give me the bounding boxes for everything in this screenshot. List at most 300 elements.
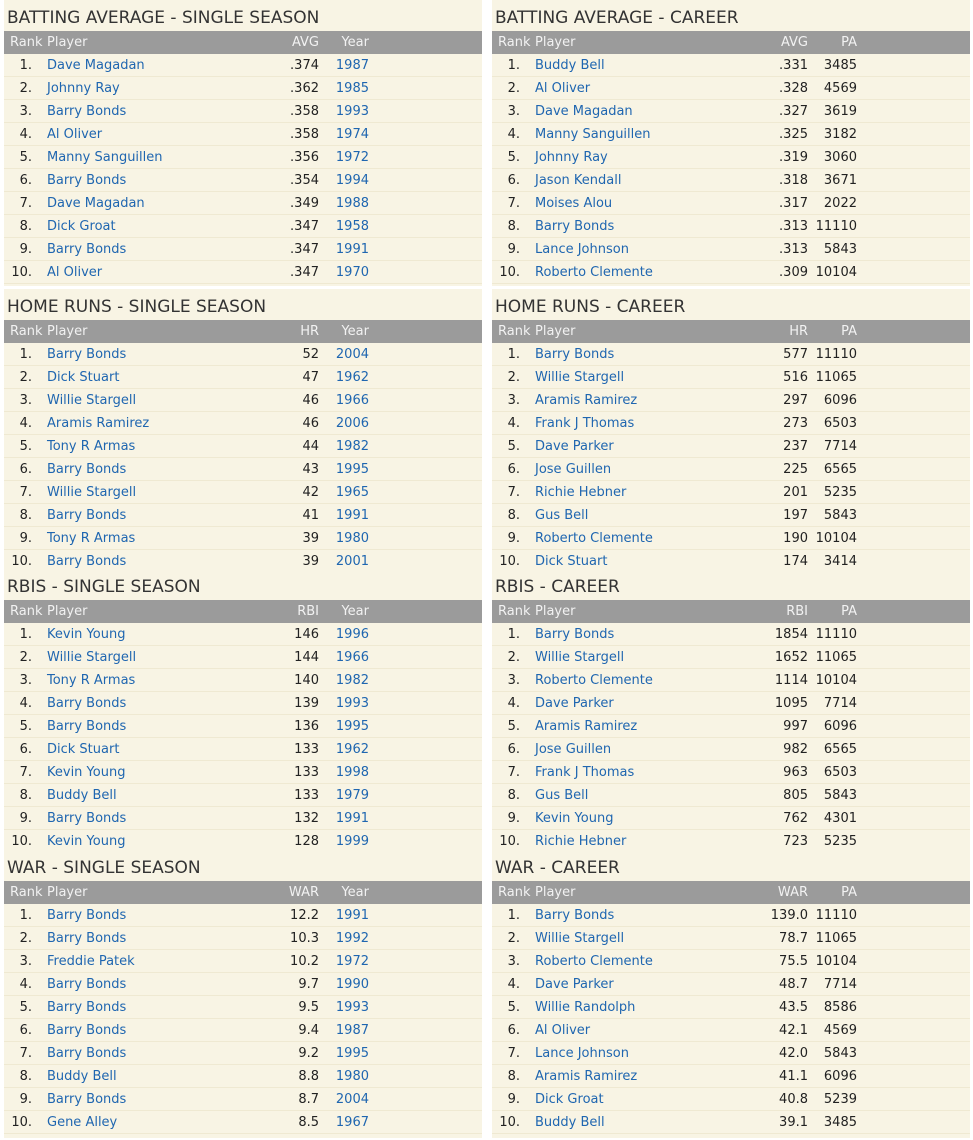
stat-cell: 39 xyxy=(302,531,319,546)
player-link[interactable]: Barry Bonds xyxy=(47,1046,127,1061)
player-link[interactable]: Kevin Young xyxy=(535,811,614,826)
stat-cell: 12.2 xyxy=(290,908,319,923)
player-link[interactable]: Johnny Ray xyxy=(535,150,608,165)
pa-cell: 4569 xyxy=(823,1023,857,1038)
stat-cell: 144 xyxy=(294,650,319,665)
table-row xyxy=(4,435,482,458)
year-link[interactable]: 1966 xyxy=(335,393,369,408)
year-link[interactable]: 1980 xyxy=(335,531,369,546)
stat-cell: 9.5 xyxy=(298,1000,319,1015)
year-link[interactable]: 1979 xyxy=(335,788,369,803)
player-link[interactable]: Roberto Clemente xyxy=(535,954,653,969)
stat-cell: 139.0 xyxy=(770,908,808,923)
player-link[interactable]: Richie Hebner xyxy=(535,834,627,849)
player-link[interactable]: Barry Bonds xyxy=(535,219,615,234)
player-link[interactable]: Roberto Clemente xyxy=(535,531,653,546)
table-header xyxy=(492,600,970,623)
player-link[interactable]: Gus Bell xyxy=(535,788,589,803)
stat-cell: 8.8 xyxy=(298,1069,319,1084)
player-link[interactable]: Kevin Young xyxy=(47,834,126,849)
pa-cell: 4301 xyxy=(823,811,857,826)
section-title: HOME RUNS - SINGLE SEASON xyxy=(7,297,267,317)
stat-cell: 1854 xyxy=(774,627,808,642)
player-link[interactable]: Tony R Armas xyxy=(47,531,136,546)
player-link[interactable]: Barry Bonds xyxy=(47,347,127,362)
player-link[interactable]: Dave Parker xyxy=(535,696,614,711)
rank-cell: 9. xyxy=(19,242,32,257)
stat-cell: 762 xyxy=(783,811,808,826)
player-link[interactable]: Barry Bonds xyxy=(535,908,615,923)
pa-cell: 8586 xyxy=(823,1000,857,1015)
table-row xyxy=(492,215,970,238)
player-link[interactable]: Gus Bell xyxy=(535,508,589,523)
table-row xyxy=(492,343,970,366)
table-row xyxy=(4,950,482,973)
rank-cell: 3. xyxy=(507,673,520,688)
stat-cell: .354 xyxy=(290,173,319,188)
table-row xyxy=(4,1088,482,1111)
pa-cell: 5235 xyxy=(823,485,857,500)
stat-cell: 225 xyxy=(783,462,808,477)
section-title: BATTING AVERAGE - SINGLE SEASON xyxy=(7,8,320,28)
table-row xyxy=(492,1019,970,1042)
player-link[interactable]: Aramis Ramirez xyxy=(535,393,638,408)
column-header-stat: HR xyxy=(789,324,808,339)
player-link[interactable]: Barry Bonds xyxy=(47,696,127,711)
rank-cell: 4. xyxy=(19,416,32,431)
rank-cell: 5. xyxy=(507,439,520,454)
table-row xyxy=(492,504,970,527)
pa-cell: 5239 xyxy=(823,1092,857,1107)
player-link[interactable]: Barry Bonds xyxy=(47,1023,127,1038)
stat-cell: 41 xyxy=(302,508,319,523)
rank-cell: 1. xyxy=(19,347,32,362)
stat-cell: 997 xyxy=(783,719,808,734)
player-link[interactable]: Buddy Bell xyxy=(47,1069,117,1084)
table-row xyxy=(4,646,482,669)
rank-cell: 8. xyxy=(507,219,520,234)
player-link[interactable]: Freddie Patek xyxy=(47,954,135,969)
stat-cell: .358 xyxy=(290,127,319,142)
pa-cell: 2022 xyxy=(823,196,857,211)
player-link[interactable]: Willie Randolph xyxy=(535,1000,636,1015)
stat-cell: .347 xyxy=(290,265,319,280)
pa-cell: 3414 xyxy=(823,554,857,569)
year-link[interactable]: 1962 xyxy=(335,370,369,385)
stat-cell: 78.7 xyxy=(779,931,808,946)
player-link[interactable]: Gene Alley xyxy=(47,1115,118,1130)
year-link[interactable]: 1966 xyxy=(335,650,369,665)
column-header-year: Year xyxy=(341,35,369,50)
table-header xyxy=(492,31,970,54)
stat-cell: 40.8 xyxy=(779,1092,808,1107)
year-link[interactable]: 1970 xyxy=(335,265,369,280)
rank-cell: 4. xyxy=(507,127,520,142)
pa-cell: 6565 xyxy=(823,742,857,757)
rank-cell: 3. xyxy=(507,954,520,969)
player-link[interactable]: Jose Guillen xyxy=(535,742,612,757)
rank-cell: 7. xyxy=(19,1046,32,1061)
table-header xyxy=(4,31,482,54)
table-row xyxy=(4,904,482,927)
rank-cell: 8. xyxy=(19,788,32,803)
rank-cell: 1. xyxy=(507,908,520,923)
stat-cell: 723 xyxy=(783,834,808,849)
table-row xyxy=(4,504,482,527)
player-link[interactable]: Dick Groat xyxy=(535,1092,604,1107)
player-link[interactable]: Al Oliver xyxy=(47,127,103,142)
year-link[interactable]: 1990 xyxy=(335,977,369,992)
rank-cell: 6. xyxy=(507,173,520,188)
year-link[interactable]: 2004 xyxy=(335,1092,369,1107)
rank-cell: 6. xyxy=(19,1023,32,1038)
stat-cell: 41.1 xyxy=(779,1069,808,1084)
year-link[interactable]: 1980 xyxy=(335,1069,369,1084)
column-header-player: Player xyxy=(47,604,88,619)
year-link[interactable]: 1982 xyxy=(335,439,369,454)
table-row xyxy=(4,169,482,192)
rank-cell: 4. xyxy=(507,416,520,431)
column-header-year: Year xyxy=(341,604,369,619)
year-link[interactable]: 1993 xyxy=(335,104,369,119)
player-link[interactable]: Barry Bonds xyxy=(47,462,127,477)
player-link[interactable]: Barry Bonds xyxy=(47,104,127,119)
year-link[interactable]: 1992 xyxy=(335,931,369,946)
player-link[interactable]: Al Oliver xyxy=(535,81,591,96)
player-link[interactable]: Barry Bonds xyxy=(47,1092,127,1107)
stat-cell: 10.3 xyxy=(290,931,319,946)
stat-cell: 133 xyxy=(294,788,319,803)
rank-cell: 1. xyxy=(19,908,32,923)
column-header-pa: PA xyxy=(841,324,857,339)
column-header-pa: PA xyxy=(841,604,857,619)
rank-cell: 7. xyxy=(507,196,520,211)
stat-cell: 1652 xyxy=(774,650,808,665)
player-link[interactable]: Lance Johnson xyxy=(535,1046,629,1061)
player-link[interactable]: Dick Groat xyxy=(47,219,116,234)
table-row xyxy=(4,1042,482,1065)
table-row xyxy=(492,784,970,807)
pa-cell: 6565 xyxy=(823,462,857,477)
rank-cell: 2. xyxy=(19,650,32,665)
pa-cell: 6096 xyxy=(823,1069,857,1084)
stat-cell: .347 xyxy=(290,219,319,234)
player-link[interactable]: Buddy Bell xyxy=(47,788,117,803)
player-link[interactable]: Buddy Bell xyxy=(535,58,605,73)
stat-cell: 42.1 xyxy=(779,1023,808,1038)
rank-cell: 3. xyxy=(507,104,520,119)
pa-cell: 6096 xyxy=(823,393,857,408)
stat-cell: .358 xyxy=(290,104,319,119)
table-header xyxy=(492,881,970,904)
table-row xyxy=(492,1088,970,1111)
rank-cell: 1. xyxy=(19,58,32,73)
stat-cell: 9.7 xyxy=(298,977,319,992)
player-link[interactable]: Dave Parker xyxy=(535,439,614,454)
player-link[interactable]: Richie Hebner xyxy=(535,485,627,500)
year-link[interactable]: 1991 xyxy=(335,908,369,923)
rank-cell: 2. xyxy=(19,370,32,385)
rank-cell: 10. xyxy=(11,554,32,569)
section-title: HOME RUNS - CAREER xyxy=(495,297,686,317)
stat-cell: 140 xyxy=(294,673,319,688)
stat-cell: 39.1 xyxy=(779,1115,808,1130)
player-link[interactable]: Barry Bonds xyxy=(47,173,127,188)
rank-cell: 4. xyxy=(19,127,32,142)
player-link[interactable]: Barry Bonds xyxy=(47,508,127,523)
section-title: WAR - CAREER xyxy=(495,858,620,878)
year-link[interactable]: 1991 xyxy=(335,242,369,257)
year-link[interactable]: 2006 xyxy=(335,416,369,431)
column-header-rank: Rank xyxy=(10,324,43,339)
player-link[interactable]: Al Oliver xyxy=(47,265,103,280)
year-link[interactable]: 1987 xyxy=(335,58,369,73)
table-row xyxy=(4,261,482,284)
rank-cell: 3. xyxy=(507,393,520,408)
player-link[interactable]: Buddy Bell xyxy=(535,1115,605,1130)
player-link[interactable]: Moises Alou xyxy=(535,196,613,211)
player-link[interactable]: Willie Stargell xyxy=(535,650,625,665)
pa-cell: 11065 xyxy=(815,650,857,665)
stat-cell: 197 xyxy=(783,508,808,523)
rank-cell: 9. xyxy=(19,1092,32,1107)
player-link[interactable]: Barry Bonds xyxy=(535,627,615,642)
stat-cell: .374 xyxy=(290,58,319,73)
table-header xyxy=(4,600,482,623)
table-row xyxy=(492,192,970,215)
player-link[interactable]: Willie Stargell xyxy=(535,931,625,946)
rank-cell: 2. xyxy=(507,81,520,96)
table-row xyxy=(492,807,970,830)
player-link[interactable]: Willie Stargell xyxy=(47,485,137,500)
table-row xyxy=(4,715,482,738)
column-header-stat: WAR xyxy=(777,885,808,900)
player-link[interactable]: Jason Kendall xyxy=(535,173,622,188)
pa-cell: 11110 xyxy=(815,908,857,923)
year-link[interactable]: 1996 xyxy=(335,627,369,642)
rank-cell: 10. xyxy=(11,265,32,280)
player-link[interactable]: Dick Stuart xyxy=(47,370,120,385)
stat-cell: 46 xyxy=(302,416,319,431)
table-row xyxy=(4,343,482,366)
pa-cell: 10104 xyxy=(815,673,857,688)
table-row xyxy=(4,527,482,550)
pa-cell: 6503 xyxy=(823,765,857,780)
player-link[interactable]: Jose Guillen xyxy=(535,462,612,477)
player-link[interactable]: Aramis Ramirez xyxy=(535,1069,638,1084)
player-link[interactable]: Aramis Ramirez xyxy=(535,719,638,734)
rank-cell: 7. xyxy=(507,765,520,780)
table-row xyxy=(4,100,482,123)
panel-rbis-season xyxy=(4,569,482,855)
pa-cell: 3485 xyxy=(823,1115,857,1130)
year-link[interactable]: 1995 xyxy=(335,719,369,734)
stat-cell: 136 xyxy=(294,719,319,734)
player-link[interactable]: Barry Bonds xyxy=(47,554,127,569)
column-header-player: Player xyxy=(47,35,88,50)
player-link[interactable]: Manny Sanguillen xyxy=(47,150,163,165)
player-link[interactable]: Barry Bonds xyxy=(47,811,127,826)
player-link[interactable]: Willie Stargell xyxy=(47,650,137,665)
table-row xyxy=(492,973,970,996)
stat-cell: .356 xyxy=(290,150,319,165)
player-link[interactable]: Tony R Armas xyxy=(47,673,136,688)
table-row xyxy=(4,1111,482,1134)
year-link[interactable]: 1985 xyxy=(335,81,369,96)
player-link[interactable]: Dick Stuart xyxy=(535,554,608,569)
column-header-year: Year xyxy=(341,324,369,339)
player-link[interactable]: Barry Bonds xyxy=(47,242,127,257)
stat-cell: .347 xyxy=(290,242,319,257)
rank-cell: 6. xyxy=(19,173,32,188)
year-link[interactable]: 1993 xyxy=(335,1000,369,1015)
year-link[interactable]: 1988 xyxy=(335,196,369,211)
table-row xyxy=(4,807,482,830)
player-link[interactable]: Barry Bonds xyxy=(535,347,615,362)
player-link[interactable]: Willie Stargell xyxy=(535,370,625,385)
player-link[interactable]: Al Oliver xyxy=(535,1023,591,1038)
player-link[interactable]: Roberto Clemente xyxy=(535,265,653,280)
player-link[interactable]: Barry Bonds xyxy=(47,908,127,923)
pa-cell: 10104 xyxy=(815,265,857,280)
player-link[interactable]: Johnny Ray xyxy=(47,81,120,96)
column-header-player: Player xyxy=(47,324,88,339)
stat-cell: .325 xyxy=(779,127,808,142)
stat-cell: 48.7 xyxy=(779,977,808,992)
pa-cell: 4569 xyxy=(823,81,857,96)
pa-cell: 11065 xyxy=(815,370,857,385)
stat-cell: 8.5 xyxy=(298,1115,319,1130)
year-link[interactable]: 1974 xyxy=(335,127,369,142)
year-link[interactable]: 1995 xyxy=(335,462,369,477)
player-link[interactable]: Dave Magadan xyxy=(47,58,145,73)
table-row xyxy=(492,904,970,927)
pa-cell: 3619 xyxy=(823,104,857,119)
stat-cell: 1114 xyxy=(774,673,808,688)
table-row xyxy=(4,389,482,412)
rank-cell: 7. xyxy=(507,485,520,500)
player-link[interactable]: Barry Bonds xyxy=(47,977,127,992)
table-row xyxy=(4,366,482,389)
year-link[interactable]: 2004 xyxy=(335,347,369,362)
year-link[interactable]: 1993 xyxy=(335,696,369,711)
table-row xyxy=(4,54,482,77)
stat-cell: 46 xyxy=(302,393,319,408)
table-row xyxy=(492,389,970,412)
year-link[interactable]: 1965 xyxy=(335,485,369,500)
table-row xyxy=(4,215,482,238)
pa-cell: 3671 xyxy=(823,173,857,188)
rank-cell: 2. xyxy=(19,81,32,96)
stat-cell: 982 xyxy=(783,742,808,757)
year-link[interactable]: 1994 xyxy=(335,173,369,188)
year-link[interactable]: 1995 xyxy=(335,1046,369,1061)
player-link[interactable]: Barry Bonds xyxy=(47,931,127,946)
player-link[interactable]: Aramis Ramirez xyxy=(47,416,150,431)
table-row xyxy=(492,458,970,481)
player-link[interactable]: Dave Magadan xyxy=(47,196,145,211)
stat-cell: 132 xyxy=(294,811,319,826)
panel-home-runs-career xyxy=(492,289,970,575)
year-link[interactable]: 1991 xyxy=(335,508,369,523)
year-link[interactable]: 1972 xyxy=(335,150,369,165)
rank-cell: 9. xyxy=(19,531,32,546)
rank-cell: 8. xyxy=(19,1069,32,1084)
table-row xyxy=(492,54,970,77)
stat-cell: .317 xyxy=(779,196,808,211)
pa-cell: 6503 xyxy=(823,416,857,431)
stat-cell: .309 xyxy=(779,265,808,280)
year-link[interactable]: 1958 xyxy=(335,219,369,234)
player-link[interactable]: Barry Bonds xyxy=(47,1000,127,1015)
column-header-stat: HR xyxy=(300,324,319,339)
player-link[interactable]: Kevin Young xyxy=(47,627,126,642)
year-link[interactable]: 1972 xyxy=(335,954,369,969)
table-row xyxy=(4,412,482,435)
player-link[interactable]: Lance Johnson xyxy=(535,242,629,257)
pa-cell: 7714 xyxy=(823,977,857,992)
player-link[interactable]: Frank J Thomas xyxy=(535,765,635,780)
year-link[interactable]: 1967 xyxy=(335,1115,369,1130)
player-link[interactable]: Willie Stargell xyxy=(47,393,137,408)
year-link[interactable]: 1987 xyxy=(335,1023,369,1038)
panel-home-runs-season xyxy=(4,289,482,575)
year-link[interactable]: 1991 xyxy=(335,811,369,826)
table-header xyxy=(4,881,482,904)
player-link[interactable]: Dave Parker xyxy=(535,977,614,992)
rank-cell: 10. xyxy=(11,1115,32,1130)
section-title: BATTING AVERAGE - CAREER xyxy=(495,8,739,28)
stat-cell: 139 xyxy=(294,696,319,711)
column-header-stat: RBI xyxy=(786,604,808,619)
rank-cell: 7. xyxy=(507,1046,520,1061)
table-row xyxy=(492,435,970,458)
table-row xyxy=(4,996,482,1019)
table-row xyxy=(492,738,970,761)
year-link[interactable]: 1998 xyxy=(335,765,369,780)
stat-cell: 805 xyxy=(783,788,808,803)
rank-cell: 5. xyxy=(19,439,32,454)
player-link[interactable]: Frank J Thomas xyxy=(535,416,635,431)
rank-cell: 2. xyxy=(19,931,32,946)
pa-cell: 5843 xyxy=(823,242,857,257)
rank-cell: 3. xyxy=(19,954,32,969)
player-link[interactable]: Tony R Armas xyxy=(47,439,136,454)
rank-cell: 4. xyxy=(19,696,32,711)
year-link[interactable]: 1999 xyxy=(335,834,369,849)
player-link[interactable]: Dick Stuart xyxy=(47,742,120,757)
year-link[interactable]: 1982 xyxy=(335,673,369,688)
stat-cell: 201 xyxy=(783,485,808,500)
rank-cell: 5. xyxy=(19,719,32,734)
player-link[interactable]: Barry Bonds xyxy=(47,719,127,734)
rank-cell: 3. xyxy=(19,104,32,119)
pa-cell: 5843 xyxy=(823,508,857,523)
player-link[interactable]: Kevin Young xyxy=(47,765,126,780)
stat-cell: 190 xyxy=(783,531,808,546)
rank-cell: 4. xyxy=(19,977,32,992)
stat-cell: 8.7 xyxy=(298,1092,319,1107)
year-link[interactable]: 2001 xyxy=(335,554,369,569)
pa-cell: 11110 xyxy=(815,627,857,642)
player-link[interactable]: Manny Sanguillen xyxy=(535,127,651,142)
player-link[interactable]: Roberto Clemente xyxy=(535,673,653,688)
player-link[interactable]: Dave Magadan xyxy=(535,104,633,119)
column-header-player: Player xyxy=(535,885,576,900)
year-link[interactable]: 1962 xyxy=(335,742,369,757)
table-row xyxy=(492,715,970,738)
pa-cell: 3182 xyxy=(823,127,857,142)
